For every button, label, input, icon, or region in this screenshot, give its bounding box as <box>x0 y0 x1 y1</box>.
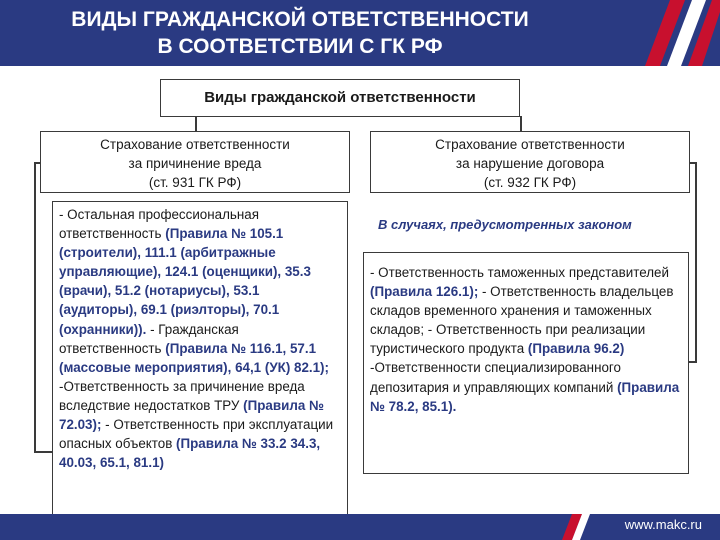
title-line-1: ВИДЫ ГРАЖДАНСКОЙ ОТВЕТСТВЕННОСТИ <box>71 8 529 31</box>
right-head-line-3: (ст. 932 ГК РФ) <box>483 175 577 190</box>
left-rules-4: (Правила № 33.2 34.3, 40.03, 65.1, 81.1) <box>59 436 321 471</box>
left-head-line-3: (ст. 931 ГК РФ) <box>148 175 242 190</box>
right-head-box <box>370 131 690 193</box>
title-line-2: В СООТВЕТСТВИИ С ГК РФ <box>157 35 443 58</box>
footer-url[interactable]: www.makc.ru <box>624 517 702 532</box>
left-rules-3: (Правила № 72.03); <box>59 397 324 433</box>
connector-left-bottom <box>34 451 52 453</box>
connector-right-bottom <box>689 361 697 363</box>
right-text-1: - Ответственность таможенных представителей <box>370 265 669 280</box>
right-text-3: -Ответственности специализированного депозитария и управляющих компаний <box>370 360 621 395</box>
connector-root-right-h <box>520 116 522 131</box>
left-body-box <box>52 201 348 515</box>
left-rules-2: (Правила № 116.1, 57.1 (массовые мероприятия), 64,1 (УК) 82.1); <box>59 340 329 375</box>
right-rules-3: (Правила № 78.2, 85.1). <box>370 379 680 414</box>
footer-bar <box>0 514 720 540</box>
right-rules-1: (Правила 126.1); <box>370 284 479 300</box>
page-title <box>0 6 600 60</box>
connector-root-left-h <box>195 116 197 131</box>
header-stripes <box>630 0 720 66</box>
right-body-box <box>363 252 689 474</box>
left-text-2: - Гражданская ответственность <box>59 321 239 356</box>
connector-right-top <box>689 162 697 164</box>
right-text-2: - Ответственность владельцев складов временного хранения и таможенных складов; - Ответственность при реализации туристического продукта <box>370 284 674 357</box>
left-text-4: - Ответственность при эксплуатации опасных объектов <box>59 417 334 452</box>
right-note: В случаях, предусмотренных законом <box>378 217 632 232</box>
connector-left-side <box>34 162 36 452</box>
left-head-line-2: за причинение вреда <box>128 156 262 171</box>
left-rules-1: (Правила № 105.1 (строители), 111.1 (арбитражные управляющие), 124.1 (оценщики), 35.3 (врачи), 51.2 (нотариусы), 53.1 (аудиторы), 69.1 (риэлторы), 70.1 (охранники)). <box>59 226 311 337</box>
right-head-line-1: Страхование ответственности <box>435 137 625 152</box>
right-rules-2: (Правила 96.2) <box>527 341 625 357</box>
left-text-1: - Остальная профессиональная ответственность <box>59 207 259 242</box>
left-head-line-1: Страхование ответственности <box>100 137 290 152</box>
connector-right-side <box>695 162 697 362</box>
left-text-3: -Ответственность за причинение вреда вследствие недостатков ТРУ <box>59 378 305 413</box>
footer-stripes <box>510 514 590 540</box>
left-head-box <box>40 131 350 193</box>
root-box: Виды гражданской ответственности <box>160 79 520 117</box>
right-head-line-2: за нарушение договора <box>455 156 605 171</box>
